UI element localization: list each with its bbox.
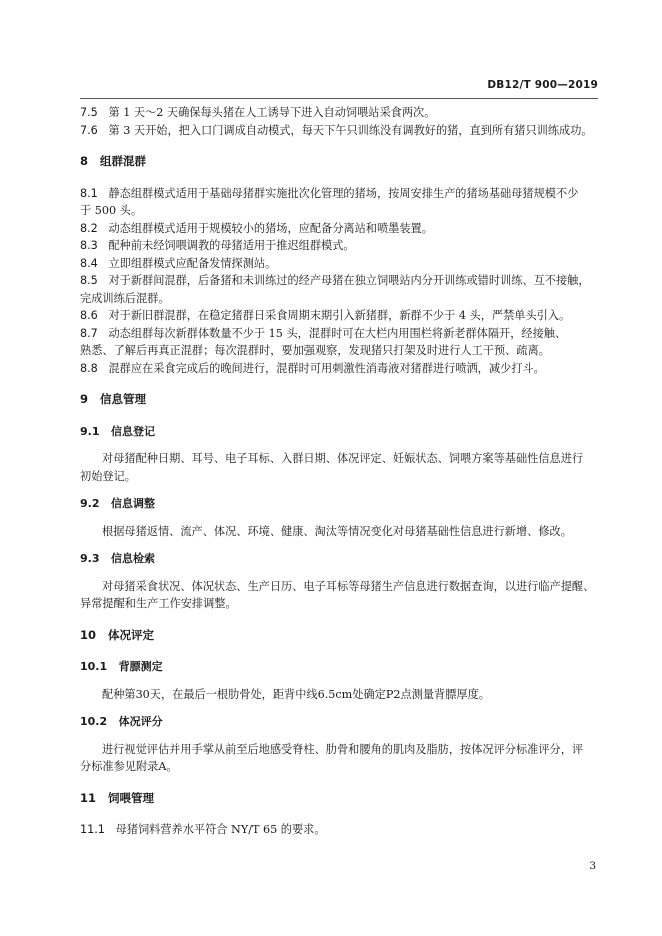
- clause-8-2: [80, 220, 598, 238]
- clause-number: 8.7: [80, 326, 98, 340]
- clause-number: 11.1: [80, 823, 105, 836]
- clause-8-1-cont: 于 500 头。: [80, 204, 143, 217]
- clause-8-6: [80, 307, 598, 325]
- clause-number: 8.8: [80, 361, 98, 375]
- clause-8-5: [80, 272, 598, 290]
- clause-8-8: [80, 360, 598, 378]
- header-divider: [80, 98, 598, 99]
- subsection-10-1-heading: [80, 658, 598, 676]
- subsection-number: 10.2: [80, 715, 108, 728]
- clause-number: 8.6: [80, 309, 98, 322]
- document-code: DB12/T 900—2019: [487, 79, 598, 91]
- subsection-number: 9.2: [80, 497, 100, 510]
- subsection-10-2-heading: [80, 713, 598, 731]
- clause-number: 8.3: [80, 239, 98, 252]
- paragraph-10-2: 进行视觉评估并用手掌从前至后地感受脊柱、肋骨和腰角的肌肉及脂肪，按体况评分标准评分，评: [102, 742, 584, 756]
- clause-text: 第 1 天～2 天确保每头猪在人工诱导下进入自动饲喂站采食两次。: [108, 106, 436, 119]
- clause-text: 混群应在采食完成后的晚间进行，混群时可用刺激性消毒液对猪群进行喷洒，减少打斗。: [108, 361, 545, 375]
- clause-text: 第 3 天开始，把入口门调成自动模式，每天下午只训练没有调教好的猪，直到所有猪只训练成功。: [108, 123, 593, 137]
- clause-number: 7.5: [80, 106, 98, 119]
- subsection-9-1-heading: [80, 423, 598, 441]
- subsection-9-3-heading: [80, 550, 598, 568]
- clause-number: 7.6: [80, 123, 98, 137]
- clause-text: 对于新旧群混群，在稳定猪群日采食周期末期引入新猪群，新群不少于 4 头，严禁单头引入。: [108, 309, 571, 322]
- clause-7-6: [80, 122, 598, 140]
- clause-8-1: [80, 185, 598, 203]
- section-number: 10: [80, 627, 97, 642]
- subsection-number: 9.3: [80, 552, 100, 565]
- subsection-number: 10.1: [80, 660, 108, 673]
- section-number: 8: [80, 154, 89, 168]
- clause-number: 8.1: [80, 186, 98, 200]
- subsection-number: 9.1: [80, 424, 100, 438]
- section-title: 体况评定: [108, 627, 155, 642]
- clause-8-7-cont: 熟悉、了解后再真正混群；每次混群时，要加强观察，发现猪只打架及时进行人工干预、疏离。: [80, 344, 550, 357]
- clause-11-1: [80, 821, 598, 839]
- subsection-title: 信息调整: [111, 497, 155, 510]
- clause-number: 8.5: [80, 274, 98, 287]
- clause-text: 动态组群每次新群体数量不少于 15 头，混群时可在大栏内用围栏将新老群体隔开，经接触、: [108, 326, 567, 340]
- section-title: 信息管理: [100, 392, 147, 406]
- subsection-title: 信息登记: [111, 424, 155, 438]
- paragraph-9-1-cont: 初始登记。: [80, 469, 136, 483]
- paragraph-10-1: 配种第30天，在最后一根肋骨处，距背中线6.5cm处确定P2点测量背膘厚度。: [102, 687, 490, 701]
- section-10-heading: [80, 627, 598, 645]
- subsection-title: 背膘测定: [118, 660, 163, 673]
- page-number: 3: [589, 860, 596, 872]
- clause-text: 立即组群模式应配备发情探测站。: [108, 256, 277, 270]
- clause-number: 8.4: [80, 256, 98, 270]
- clause-7-5: [80, 104, 598, 122]
- clause-text: 动态组群模式适用于规模较小的猪场，应配备分离站和喷墨装置。: [108, 221, 433, 235]
- section-9-heading: [80, 391, 598, 409]
- paragraph-9-3: 对母猪采食状况、体况状态、生产日历、电子耳标等母猪生产信息进行数据查询，以进行临产提醒、: [102, 579, 595, 593]
- clause-8-7: [80, 325, 598, 343]
- subsection-title: 体况评分: [118, 715, 163, 728]
- clause-text: 母猪饲料营养水平符合 NY/T 65 的要求。: [115, 823, 326, 836]
- document-body: [80, 104, 598, 839]
- clause-8-4: [80, 255, 598, 273]
- section-11-heading: [80, 790, 598, 808]
- paragraph-9-3-cont: 异常提醒和生产工作安排调整。: [80, 597, 237, 610]
- clause-text: 静态组群模式适用于基础母猪群实施批次化管理的猪场，按周安排生产的猪场基础母猪规模不少: [108, 186, 579, 200]
- section-title: 饲喂管理: [108, 790, 155, 805]
- section-title: 组群混群: [100, 154, 147, 168]
- section-8-heading: [80, 153, 598, 171]
- paragraph-9-1: 对母猪配种日期、耳号、电子耳标、入群日期、体况评定、妊娠状态、饲喂方案等基础性信息进行: [102, 452, 584, 465]
- paragraph-10-2-cont: 分标准参见附录A。: [80, 760, 178, 773]
- clause-8-3: [80, 237, 598, 255]
- section-number: 11: [80, 790, 97, 805]
- subsection-9-2-heading: [80, 495, 598, 513]
- subsection-title: 信息检索: [111, 552, 155, 565]
- section-number: 9: [80, 392, 89, 406]
- clause-text: 对于新群间混群，后备猪和未训练过的经产母猪在独立饲喂站内分开训练或错时训练、互不接触，: [108, 274, 590, 287]
- paragraph-9-2: 根据母猪返情、流产、体况、环境、健康、淘汰等情况变化对母猪基础性信息进行新增、修改。: [102, 524, 572, 538]
- clause-text: 配种前未经饲喂调教的母猪适用于推迟组群模式。: [108, 239, 355, 252]
- clause-8-5-cont: 完成训练后混群。: [80, 291, 170, 305]
- clause-number: 8.2: [80, 221, 98, 235]
